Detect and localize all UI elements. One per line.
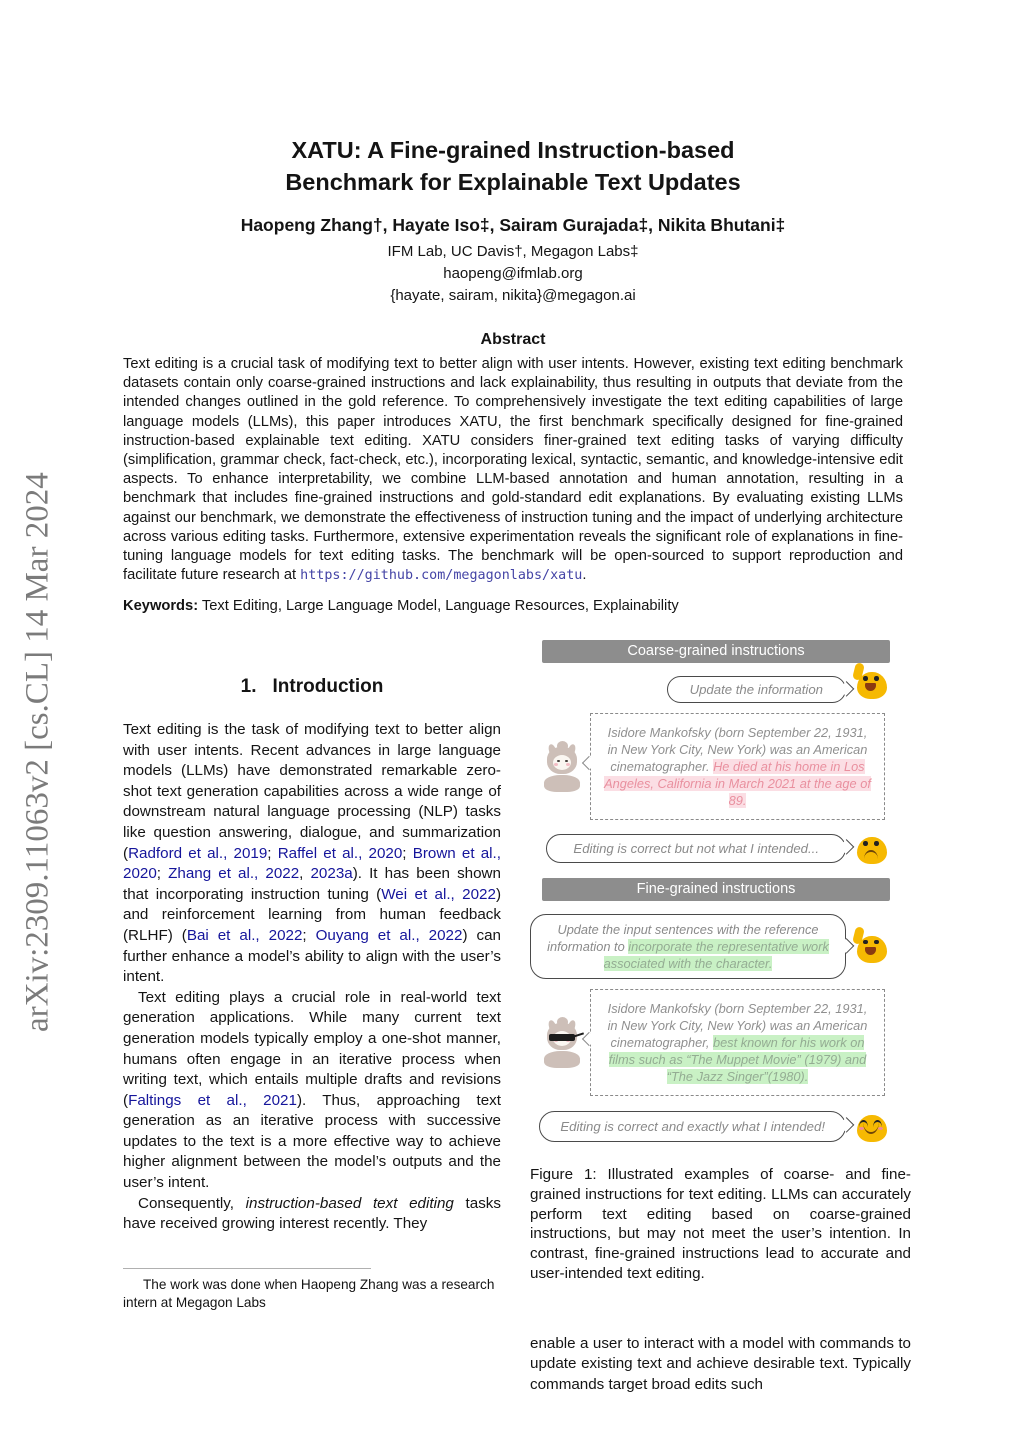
text-segment: best known for his work on films such as “The Muppet Movie” (1979) and “The Jazz Singer”(1980). xyxy=(608,1035,867,1084)
emoji-blush xyxy=(878,1127,883,1130)
raised-hand-emoji xyxy=(854,930,890,964)
section-heading-introduction xyxy=(123,676,501,698)
abstract-heading: Abstract xyxy=(480,331,546,348)
text-segment: ) and reinforcement learning from human feedback (RLHF) ( xyxy=(123,885,501,944)
citation-link[interactable]: Faltings et al., 2021 xyxy=(128,1091,297,1109)
figure-row-output1 xyxy=(542,713,885,820)
paper-title-line1: XATU: A Fine-grained Instruction-based xyxy=(291,137,735,163)
text-segment: , xyxy=(299,865,311,883)
figure-caption: Figure 1: Illustrated examples of coarse- and fine-grained instructions for text editing. LLMs can accurately perform text editing based on coarse-grained instructions, but may not meet the user’s intention. In contrast, fine-grained instructions lead to accurate and user-intended text editing. xyxy=(530,1166,911,1282)
figure-row-output2 xyxy=(542,989,885,1096)
figure-row-bubble3 xyxy=(530,914,890,979)
right-column xyxy=(530,640,911,1396)
frowning-face-emoji xyxy=(854,831,890,865)
alpaca-mascot xyxy=(542,742,582,792)
repo-url-link[interactable]: https://github.com/megagonlabs/xatu xyxy=(300,568,583,584)
figure-row-bubble4 xyxy=(530,1109,890,1143)
user-bubble-not-intended: Editing is correct but not what I intended... xyxy=(546,834,846,863)
paper-title xyxy=(123,134,903,198)
right-column-paragraph: enable a user to interact with a model with commands to update existing text and achieve desirable text. Typically commands target broad edits such xyxy=(530,1334,911,1393)
figure-row-bubble1 xyxy=(530,663,890,703)
alpaca-body xyxy=(544,1051,580,1068)
section-label: Introduction xyxy=(272,676,384,697)
alpaca-cheek xyxy=(554,763,558,766)
text-segment: tasks have received growing interest recently. They xyxy=(123,1194,501,1233)
user-bubble-intended: Editing is correct and exactly what I intended! xyxy=(539,1111,846,1142)
text-segment: Text editing is a crucial task of modifying text to better align with user intents. However, existing text editing benchmark datasets contain only coarse-grained instructions and lack explainability, thus resulting in outputs that deviate from the intended changes outlined in the gold reference. To comprehensively investigate the text editing capabilities of large language models (LLMs), this paper introduces XATU, the first benchmark specifically designed for fine-grained instruction-based explainable text editing. XATU considers finer-grained text editing tasks of varying difficulty (simplification, grammar check, fact-check, etc.), incorporating lexical, syntactic, semantic, and knowledge-intensive edit aspects. To enhance interpretability, we combine LLM-based annotation and human annotation, resulting in a benchmark that includes fine-grained instructions and gold-standard edit explanations. By evaluating existing LLMs against our benchmark, we demonstrate the effectiveness of instruction tuning and the impact of underlying architecture across various editing tasks. Furthermore, extensive experimentation reveals the significant role of explanations in fine-tuning language models for text editing tasks. The benchmark will be open-sourced to support reproduction and facilitate future research at xyxy=(123,356,903,584)
text-segment: Isidore Mankofsky (born September 22, 1931, in New York City, New York) was an American cinematographer, xyxy=(607,1001,868,1050)
citation-link[interactable]: Brown et al., 2020 xyxy=(123,844,501,883)
section-number: 1. xyxy=(240,676,257,697)
text-segment: Update the input sentences with the reference information to xyxy=(547,922,819,954)
text-segment: Text editing plays a crucial role in real-world text generation applications. While many current text generation models typically employ a one-shot manner, humans often engage in an iterative process when writing text, which entails multiple drafts and revisions ( xyxy=(123,988,501,1109)
abstract-body xyxy=(123,355,903,585)
intro-paragraph-1 xyxy=(123,720,501,988)
raised-hand-emoji xyxy=(854,666,890,700)
smiling-face-emoji xyxy=(854,1109,890,1143)
citation-link[interactable]: Bai et al., 2022 xyxy=(186,926,303,944)
emoji-eye xyxy=(863,940,868,945)
text-segment: ; xyxy=(267,844,278,862)
alpaca-eye xyxy=(557,760,560,763)
affiliation-line: IFM Lab, UC Davis†, Megagon Labs‡ xyxy=(387,243,639,260)
text-segment: Isidore Mankofsky (born September 22, 1931, in New York City, New York) was an American cinematographer. xyxy=(607,725,868,774)
citation-link[interactable]: Wei et al., 2022 xyxy=(381,885,496,903)
emoji-mouth xyxy=(865,947,876,955)
left-column xyxy=(123,676,501,1235)
footnote-text: The work was done when Haopeng Zhang was a research intern at Megagon Labs xyxy=(123,1277,495,1310)
text-segment: Text editing is the task of modifying text to better align with user intents. Recent advances in large language models (LLMs) have demonstrated remarkable zero-shot text generation capabilities across a wide range of downstream natural language processing (NLP) tasks like question answering, dialogue, and summarization ( xyxy=(123,721,501,862)
footnote xyxy=(123,1268,501,1312)
text-segment: He died at his home in Los Angeles, California in March 2021 at the age of 89. xyxy=(604,759,871,808)
figure-row-bubble2 xyxy=(530,831,890,865)
text-segment: instruction-based text editing xyxy=(245,1194,454,1212)
text-segment: ). It has been shown that incorporating instruction tuning ( xyxy=(123,865,501,903)
citation-link[interactable]: Radford et al., 2019 xyxy=(128,844,268,862)
user-bubble-coarse-instruction: Update the information xyxy=(667,676,846,703)
text-segment: ) can further enhance a model’s ability to align with the user’s intent. xyxy=(123,926,501,986)
text-segment: ; xyxy=(302,926,316,944)
emoji-eye xyxy=(874,676,879,681)
figure-bar-coarse: Coarse-grained instructions xyxy=(542,640,890,663)
emoji-eye xyxy=(863,841,868,846)
arxiv-watermark: arXiv:2309.11063v2 [cs.CL] 14 Mar 2024 xyxy=(19,472,56,1032)
alpaca-cheek xyxy=(566,763,570,766)
text-segment: . xyxy=(582,567,587,584)
citation-link[interactable]: Zhang et al., 2022 xyxy=(168,865,300,883)
keywords-line xyxy=(123,598,903,614)
emoji-eye xyxy=(863,676,868,681)
intro-paragraph-2 xyxy=(123,988,501,1194)
text-segment: incorporate the representative work associated with the character. xyxy=(603,939,829,971)
text-segment: ; xyxy=(156,865,169,883)
alpaca-eye xyxy=(565,760,568,763)
model-output-fine xyxy=(590,989,885,1096)
alpaca-body xyxy=(544,775,580,792)
authors-line: Haopeng Zhang†, Hayate Iso‡, Sairam Gurajada‡, Nikita Bhutani‡ xyxy=(240,215,786,235)
figure-bar-fine: Fine-grained instructions xyxy=(542,878,890,901)
sunglasses-icon xyxy=(549,1034,575,1041)
citation-link[interactable]: 2023a xyxy=(310,865,353,883)
emoji-eye xyxy=(874,841,879,846)
keywords-label: Keywords: xyxy=(123,598,199,614)
alpaca-sunglasses-mascot xyxy=(542,1018,582,1068)
text-segment: ). Thus, approaching text generation as an iterative process with successive updates to the text is a more effective way to achieve higher alignment between the model’s outputs and the user’s intent. xyxy=(123,1091,501,1192)
email-line-2: {hayate, sairam, nikita}@megagon.ai xyxy=(390,287,636,304)
citation-link[interactable]: Ouyang et al., 2022 xyxy=(315,926,463,944)
paper-title-line2: Benchmark for Explainable Text Updates xyxy=(285,169,741,195)
email-line-1: haopeng@ifmlab.org xyxy=(443,265,583,282)
paper-header xyxy=(123,134,903,304)
user-bubble-fine-instruction xyxy=(530,914,846,979)
footnote-rule xyxy=(123,1268,371,1269)
text-segment: Consequently, xyxy=(138,1194,246,1212)
intro-paragraph-3 xyxy=(123,1194,501,1235)
citation-link[interactable]: Raffel et al., 2020 xyxy=(277,844,403,862)
model-output-coarse xyxy=(590,713,885,820)
text-segment: ; xyxy=(402,844,413,862)
emoji-eye xyxy=(874,940,879,945)
keywords-text: Text Editing, Large Language Model, Language Resources, Explainability xyxy=(198,598,679,614)
